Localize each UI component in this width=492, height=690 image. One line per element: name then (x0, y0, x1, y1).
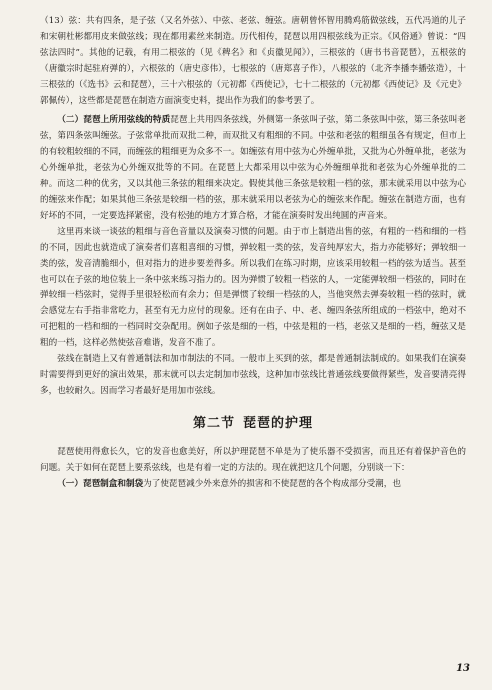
bottom-paragraphs (40, 445, 466, 493)
section-title: 琵琶的护理 (243, 415, 314, 431)
paragraph-text: 琵琶上共用四条弦线，外侧第一条弦叫子弦，第二条弦叫中弦，第三条弦叫老弦，第四条弦叫缠弦。子弦常单批而双批二种，而双批又有粗细的不同。中弦和老弦的粗细虽各有规定，但市上的有较粗较细的不同，而缠弦的粗细更为众多不一。如缠弦有用中弦为心外缠单批，又批为心外缠单批，老弦为心外缠单批，老弦为心外缠双批等的不同。在琵琶上大都采用以中弦为心外缠细单批和老弦为心外缠单批的二种。而这二种的优劣，又以其他三条弦的粗细来决定。假使其他三条弦是较粗一档的弦，那末就采用以中弦为心的缠弦来作配；如果其他三条弦是较细一档的弦，那末就采用以老弦为心的缠弦来作配。缠弦在制造方面，也有好坏的不同，一定要选择紧密，没有松弛的地方才算合格，才能在演奏时发出纯圆的声音来。 (40, 115, 466, 221)
page-number: 13 (456, 663, 470, 674)
paragraph-text: （13）弦：共有四条，是子弦（又名外弦）、中弦、老弦、缠弦。唐朝曾怀智用腾鸡筋做弦线，五代冯道的儿子和宋朝杜彬都用皮来做弦线；现在都用素丝来制造。历代相传，琵琶以用四根弦线为正宗。《风俗通》曾说：“四弦法四时”。其他的记载，有用二根弦的（见《稗名》和《贞徽见闻》），三根弦的（唐书书音琵琶），五根弦的（唐徽宗时起驻府弹的），六根弦的（唐史彦伟），七根弦的（唐郑喜子作），八根弦的（北齐李播李播弦造），十三根弦的（《选书》云和琵琶），三十六根弦的（元初都《西使记》，七十二根弦的（元初都《西使记》及《元史》郭佩传），这些都是琵琶在制造方面演变史料，提出作为我们的参考罢了。 (40, 16, 466, 106)
paragraph-strings (40, 14, 466, 109)
paragraph-case-and-bag (40, 477, 466, 493)
top-paragraphs (40, 14, 466, 400)
section-heading (40, 412, 466, 431)
paragraph-lead: （二）琵琶上所用弦线的特质 (57, 115, 171, 126)
section-number: 第二节 (192, 415, 235, 431)
paragraph-text: 这里再来谈一谈弦的粗细与音色音量以及演奏习惯的问题。由于市上制造出售的弦，有粗的一档和细的一档的不同，因此也就造成了演奏者们喜粗喜细的习惯，弹较粗一类的弦，发音纯厚宏大，指力亦能够好；弹较细一类的弦，发音清脆细小，但对指力的进步要差得多。所以我们在练习时期，应该采用较粗一档的弦为适当。甚至也可以在子弦的地位装上一条中弦来练习指力的。因为弹惯了较粗一档弦的人，一定能弹较细一档弦的，同时在弹较细一档弦时，觉得手里很轻松而有余力；但是弹惯了较细一档弦的人，当他突然去弹奏较粗一档的弦时，就会感觉左右手指非常吃力，甚至有无力应付的现象。还有在由子、中、老、缠四条弦所组成的一档弦中，绝对不可把粗的一档和细的一档同时交杂配用。例如子弦是细的一档，中弦是粗的一档，老弦又是细的一档，缠弦又是粗的一档，这样必然使弦音难谐，发音不准了。 (40, 226, 466, 349)
paragraph-text: 琵琶使用得愈长久，它的发音也愈美好，所以护理琵琶不单是为了使乐器不受损害，而且还有着保护音色的问题。关于如何在琵琶上要系弦线，也是有着一定的方法的。现在就把这几个问题，分别谈一下： (40, 446, 466, 473)
paragraph-text: 弦线在制造上又有普通制法和加市制法的不同。一般市上买到的弦，都是普通制法制成的。如果我们在演奏时需要得到更好的演出效果，那末就可以去定制加市弦线，这种加市弦线比普通弦线要做得紧些，发音要清亮得多，也较耐久。因而学习者最好是用加市弦线。 (40, 354, 466, 396)
paragraph-text: 为了使琵琶减少外来意外的损害和不使琵琶的各个构成部分受潮，也 (143, 478, 401, 489)
paragraph-string-thickness (40, 225, 466, 352)
paragraph-string-characteristics (40, 113, 466, 224)
paragraph-string-manufacture (40, 352, 466, 400)
paragraph-lead: （一）琵琶制盒和制袋 (57, 478, 144, 489)
paragraph-care-intro (40, 445, 466, 477)
